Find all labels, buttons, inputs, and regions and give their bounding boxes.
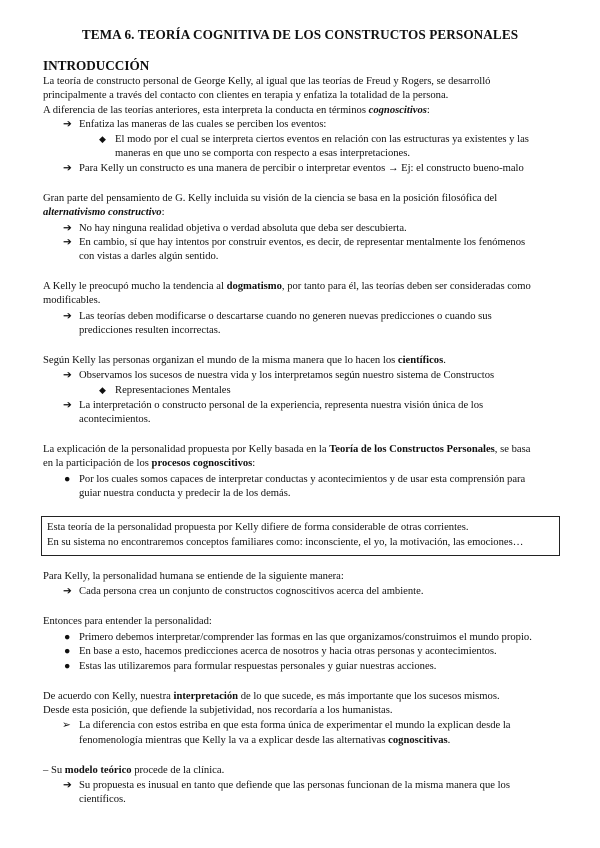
paragraph-line: en la participación de los procesos cognoscitivos: — [43, 458, 256, 469]
arrow-bullet-icon: ➔ — [63, 223, 72, 234]
paragraph-line: Para Kelly, la personalidad humana se entiende de la siguiente manera: — [43, 571, 344, 582]
dot-bullet-icon: ● — [64, 474, 71, 485]
paragraph-line: Entonces para entender la personalidad: — [43, 616, 212, 627]
paragraph-line: Desde esta posición, que defiende la subjetividad, nos recordaría a los humanistas. — [43, 705, 393, 716]
list-item: acontecimientos. — [79, 414, 151, 425]
list-item: La diferencia con estos estriba en que esta forma única de experimentar el mundo la explican desde la — [79, 720, 511, 731]
list-item: Para Kelly un constructo es una manera de percibir o interpretar eventos → Ej: el constructo bueno-malo — [79, 163, 524, 174]
list-item: Observamos los sucesos de nuestra vida y los interpretamos según nuestro sistema de Constructos — [79, 370, 495, 381]
paragraph-line: principalmente a través del contacto con clientes en terapia y enfatiza la totalidad de la persona. — [43, 90, 449, 101]
list-item: Representaciones Mentales — [115, 385, 231, 396]
paragraph-line: modificables. — [43, 295, 101, 306]
arrow-bullet-icon: ➔ — [63, 370, 72, 381]
paragraph-line: Gran parte del pensamiento de G. Kelly incluida su visión de la ciencia se basa en la posición filosófica del — [43, 193, 498, 204]
list-item: No hay ninguna realidad objetiva o verdad absoluta que deba ser descubierta. — [79, 223, 407, 234]
list-item: Estas las utilizaremos para formular respuestas personales y guiar nuestras acciones. — [79, 661, 437, 672]
diamond-bullet-icon: ◆ — [99, 385, 106, 395]
paragraph-line: – Su modelo teórico procede de la clínica. — [43, 765, 225, 776]
list-item: predicciones resulten incorrectas. — [79, 325, 221, 336]
list-item: Cada persona crea un conjunto de constructos cognoscitivos acerca del ambiente. — [79, 586, 424, 597]
arrow-bullet-icon: ➔ — [63, 400, 72, 411]
list-item: maneras en que uno se comporta con respecto a esas interpretaciones. — [115, 148, 411, 159]
arrow-bullet-icon: ➔ — [63, 119, 72, 130]
arrow-bullet-icon: ➔ — [63, 780, 72, 791]
paragraph-line: A diferencia de las teorías anteriores, esta interpreta la conducta en términos cognoscitivos: — [43, 105, 430, 116]
dot-bullet-icon: ● — [64, 661, 71, 672]
arrow-bullet-icon: ➔ — [63, 163, 72, 174]
list-item: En base a esto, hacemos predicciones acerca de nosotros y hacia otras personas y acontecimientos. — [79, 646, 497, 657]
list-item: La interpretación o constructo personal de la experiencia, representa nuestra visión única de los — [79, 400, 484, 411]
list-item: con vistas a darles algún sentido. — [79, 251, 219, 262]
list-item: Por los cuales somos capaces de interpretar conductas y acontecimientos y de usar esta comprensión para — [79, 474, 526, 485]
paragraph-line: La explicación de la personalidad propuesta por Kelly basada en la Teoría de los Constructos Personales, se basa — [43, 444, 531, 455]
arrow-bullet-icon: ➔ — [63, 311, 72, 322]
dot-bullet-icon: ● — [64, 632, 71, 643]
page-title: TEMA 6. TEORÍA COGNITIVA DE LOS CONSTRUCTOS PERSONALES — [81, 27, 519, 42]
note-line: Esta teoría de la personalidad propuesta por Kelly difiere de forma considerable de otras corrientes. — [47, 522, 469, 533]
list-item: científicos. — [79, 794, 126, 805]
list-item: guiar nuestra conducta y predecir la de los demás. — [79, 488, 291, 499]
arrow-bullet-icon: ➔ — [63, 586, 72, 597]
list-item: El modo por el cual se interpreta ciertos eventos en relación con las estructuras ya existentes y las — [115, 134, 529, 145]
arrowhead-bullet-icon: ➢ — [62, 720, 71, 731]
list-item: Su propuesta es inusual en tanto que defiende que las personas funcionan de la misma manera que los — [79, 780, 510, 791]
paragraph-line: La teoría de constructo personal de George Kelly, al igual que las teorías de Freud y Rogers, se desarrolló — [43, 76, 491, 87]
paragraph-line: A Kelly le preocupó mucho la tendencia al dogmatismo, por tanto para él, las teorías deben ser consideradas como — [43, 281, 531, 292]
list-item: Primero debemos interpretar/comprender las formas en las que organizamos/construimos el mundo propio. — [79, 632, 532, 643]
list-item: Las teorías deben modificarse o descartarse cuando no generen nuevas predicciones o cuando sus — [79, 311, 492, 322]
arrow-bullet-icon: ➔ — [63, 237, 72, 248]
note-line: En su sistema no encontraremos conceptos familiares como: inconsciente, el yo, la motivación, las emociones… — [47, 537, 524, 548]
list-item: Enfatiza las maneras de las cuales se perciben los eventos: — [79, 119, 327, 130]
list-item: En cambio, sí que hay intentos por construir eventos, es decir, de representar mentalmente los fenómenos — [79, 237, 526, 248]
dot-bullet-icon: ● — [64, 646, 71, 657]
paragraph-line: alternativismo constructivo: — [43, 207, 165, 218]
section-heading-intro: INTRODUCCIÓN — [43, 58, 150, 73]
paragraph-line: De acuerdo con Kelly, nuestra interpretación de lo que sucede, es más importante que los sucesos mismos. — [43, 691, 500, 702]
list-item: fenomenología mientras que Kelly la va a explicar desde las alternativas cognoscitivas. — [79, 735, 451, 746]
paragraph-line: Según Kelly las personas organizan el mundo de la misma manera que lo hacen los científicos. — [43, 355, 446, 366]
diamond-bullet-icon: ◆ — [99, 134, 106, 144]
